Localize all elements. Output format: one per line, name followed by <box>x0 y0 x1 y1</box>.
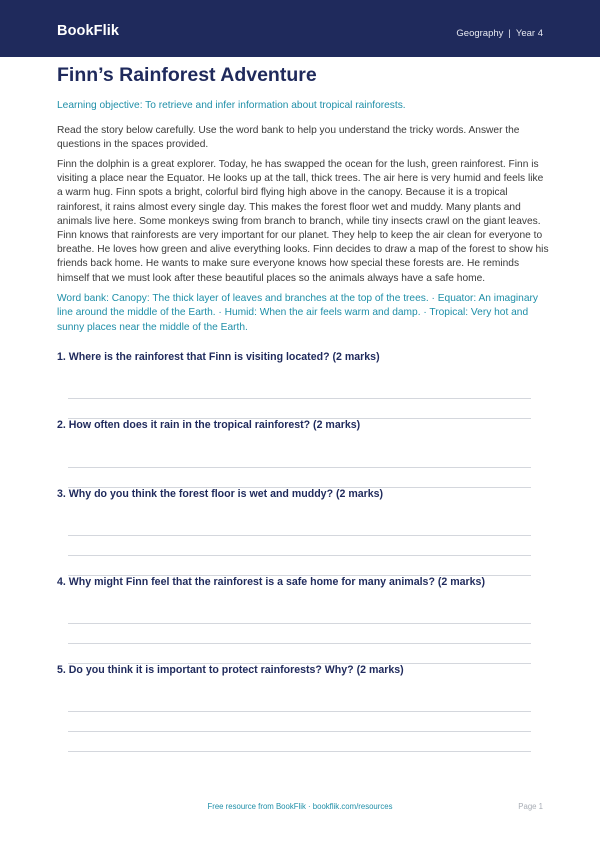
answer-line[interactable] <box>68 535 531 536</box>
subject-label: Geography <box>456 28 504 39</box>
question-2: 2. How often does it rain in the tropical rainforest? (2 marks) <box>57 419 361 431</box>
word-bank: Word bank: Canopy: The thick layer of leaves and branches at the top of the trees. · Equator: An imaginary line around the middle of the Earth. · Humid: When the air feels warm and damp. · Tropical: Very hot and sunny places near the middle of the Earth. <box>57 293 538 333</box>
page-header <box>0 0 600 57</box>
story-text: Finn the dolphin is a great explorer. Today, he has swapped the ocean for the lush, green rainforest. Finn is visiting a place near the Equator. He looks up at the tall, thick trees. The air here is very humid and feels like a warm hug. Finn spots a bright, colorful bird flying high above in the canopy. Because it is a tropical rainforest, it rains almost every single day. This makes the forest floor wet and muddy. Many plants and animals live here. Some monkeys swing from branch to branch, while tiny insects crawl on the giant leaves. Finn knows that rainforests are very important for our planet. They help to keep the air clean for everyone to breathe. He loves how green and alive everything looks. Finn decides to draw a map of the forest to show his friends back home. He wants to make sure everyone knows how special these forests are. He reminds himself that we must look after these beautiful places so the animals always have a safe home. <box>57 159 549 284</box>
brand-logo: BookFlik <box>57 23 120 39</box>
page-number: Page 1 <box>518 802 543 811</box>
answer-line[interactable] <box>68 731 531 732</box>
answer-line[interactable] <box>68 398 531 399</box>
meta-separator: | <box>508 28 511 39</box>
answer-line[interactable] <box>68 555 531 556</box>
worksheet-title: Finn’s Rainforest Adventure <box>57 64 317 86</box>
answer-line[interactable] <box>68 643 531 644</box>
answer-line[interactable] <box>68 751 531 752</box>
answer-line[interactable] <box>68 711 531 712</box>
question-1: 1. Where is the rainforest that Finn is visiting located? (2 marks) <box>57 351 380 363</box>
question-5: 5. Do you think it is important to protect rainforests? Why? (2 marks) <box>57 664 404 676</box>
subject-year-label <box>456 28 543 39</box>
footer-resource-link[interactable]: Free resource from BookFlik · bookflik.com/resources <box>207 802 393 811</box>
learning-objective: Learning objective: To retrieve and infer information about tropical rainforests. <box>57 100 406 111</box>
answer-line[interactable] <box>68 623 531 624</box>
instructions: Read the story below carefully. Use the word bank to help you understand the tricky words. Answer the questions in the spaces provided. <box>57 125 520 151</box>
answer-line[interactable] <box>68 467 531 468</box>
year-label: Year 4 <box>515 28 543 39</box>
question-3: 3. Why do you think the forest floor is wet and muddy? (2 marks) <box>57 488 384 500</box>
question-4: 4. Why might Finn feel that the rainforest is a safe home for many animals? (2 marks) <box>57 576 485 588</box>
